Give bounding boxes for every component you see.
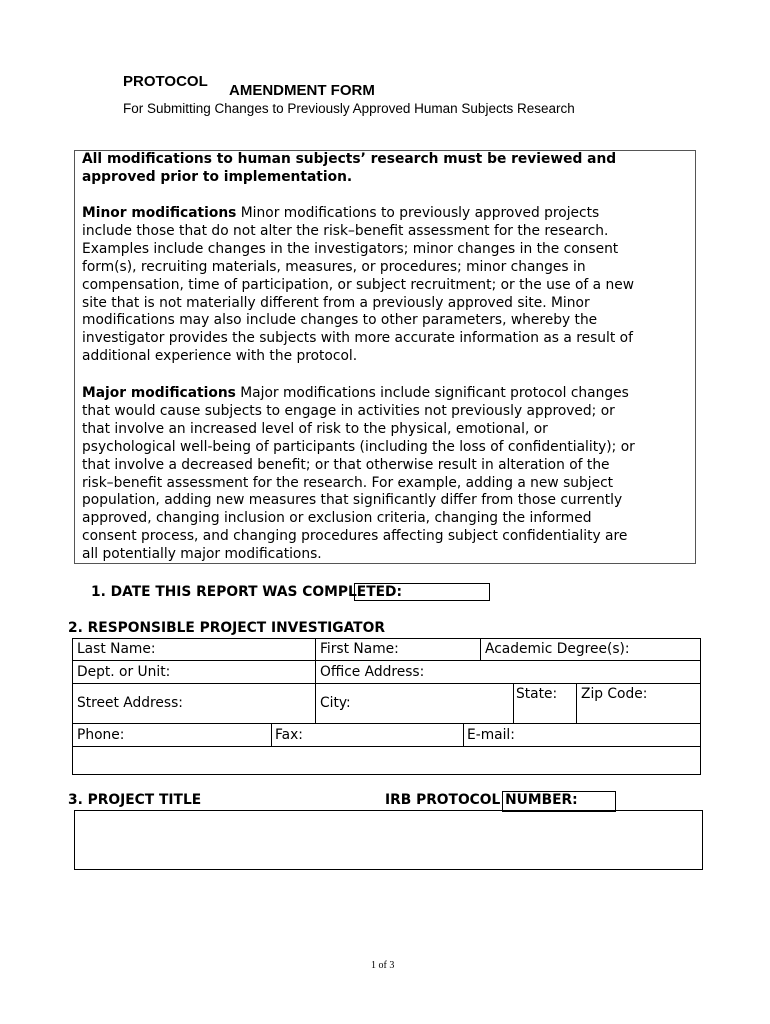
subtitle: For Submitting Changes to Previously Approved Human Subjects Research bbox=[123, 101, 575, 116]
phone-field[interactable]: Phone: bbox=[77, 727, 125, 743]
project-title-label: 3. PROJECT TITLE bbox=[68, 792, 202, 808]
investigator-section-heading: 2. RESPONSIBLE PROJECT INVESTIGATOR bbox=[68, 620, 385, 636]
last-name-field[interactable]: Last Name: bbox=[77, 641, 156, 657]
title-amendment-form: AMENDMENT FORM bbox=[229, 82, 375, 99]
major-modifications-text: Major modifications include significant protocol changes that would cause subjects to engage in activities not previously approved; or that involve an increased level of risk to the physical, emotional, or psychological well-being of participants (including the loss of confidentiality); or that involve a decreased benefit; or that otherwise result in alteration of the risk–benefit assessment for the research. For example, adding a new subject population, adding new measures that significantly differ from those currently approved, changing inclusion or exclusion criteria, changing the informed consent process, and changing procedures affecting subject confidentiality are all potentially major modifications. bbox=[82, 385, 635, 563]
minor-modifications-label: Minor modifications bbox=[82, 205, 237, 221]
dept-unit-field[interactable]: Dept. or Unit: bbox=[77, 664, 171, 680]
academic-degrees-field[interactable]: Academic Degree(s): bbox=[485, 641, 630, 657]
notice-intro: All modifications to human subjects’ research must be reviewed and approved prior to implementation. bbox=[82, 151, 617, 185]
title-protocol: PROTOCOL bbox=[123, 73, 208, 90]
irb-protocol-number-field[interactable] bbox=[502, 791, 616, 812]
city-field[interactable]: City: bbox=[320, 695, 351, 711]
major-modifications-paragraph bbox=[82, 385, 694, 564]
minor-modifications-paragraph bbox=[82, 205, 694, 366]
fax-field[interactable]: Fax: bbox=[275, 727, 303, 743]
email-field[interactable]: E-mail: bbox=[467, 727, 515, 743]
office-address-field[interactable]: Office Address: bbox=[320, 664, 425, 680]
state-field[interactable]: State: bbox=[516, 686, 558, 702]
project-title-field[interactable] bbox=[74, 810, 703, 870]
page-number: 1 of 3 bbox=[371, 960, 395, 971]
date-completed-label: 1. DATE THIS REPORT WAS COMPLETED: bbox=[91, 584, 403, 600]
street-address-field[interactable]: Street Address: bbox=[77, 695, 183, 711]
major-modifications-label: Major modifications bbox=[82, 385, 236, 401]
minor-modifications-text: Minor modifications to previously approved projects include those that do not alter the risk–benefit assessment for the research. Examples include changes in the investigators; minor changes in the consent form(s), recruiting materials, measures, or procedures; minor changes in compensation, time of participation, or subject recruitment; or the use of a new site that is not materially different from a previously approved site. Minor modifications may also include changes to other parameters, whereby the investigator provides the subjects with more accurate information as a result of additional experience with the protocol. bbox=[82, 205, 634, 365]
irb-protocol-number-label: IRB PROTOCOL NUMBER: bbox=[385, 792, 578, 808]
first-name-field[interactable]: First Name: bbox=[320, 641, 399, 657]
zip-code-field[interactable]: Zip Code: bbox=[581, 686, 648, 702]
date-completed-field[interactable] bbox=[354, 583, 490, 601]
